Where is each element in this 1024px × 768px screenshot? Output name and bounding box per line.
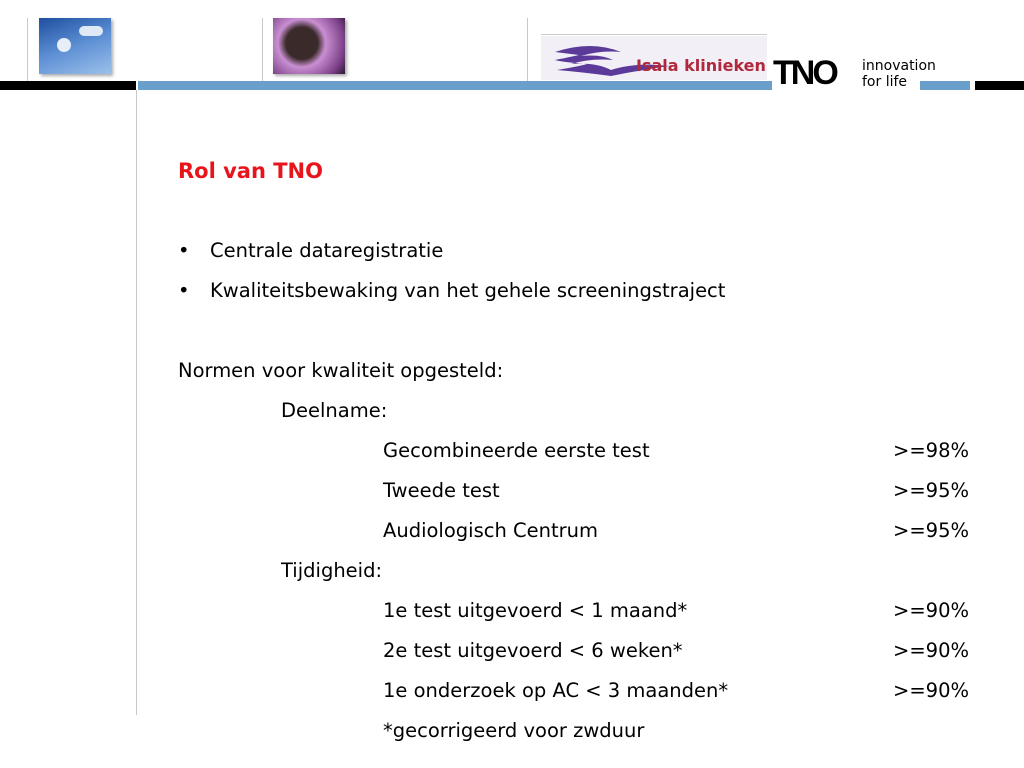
divider (541, 34, 767, 35)
footnote: *gecorrigeerd voor zwduur (383, 719, 645, 742)
bullet-icon: • (178, 239, 190, 262)
norm-value: >=90% (893, 599, 970, 622)
divider (527, 18, 528, 82)
tno-tagline: for life (862, 74, 908, 90)
norms-heading: Normen voor kwaliteit opgesteld: (178, 359, 504, 382)
divider (262, 18, 263, 82)
norm-item: Tweede test (383, 479, 500, 502)
isala-logo-text: Isala klinieken (636, 56, 766, 75)
norm-value: >=90% (893, 639, 970, 662)
baby-photo (273, 18, 345, 74)
norm-value: >=90% (893, 679, 970, 702)
divider (27, 18, 28, 82)
sky-dandelion-photo (39, 18, 111, 74)
header-bar-black (975, 81, 1024, 90)
tno-logo-text: TNO (773, 54, 836, 92)
header-bar-black (0, 81, 136, 90)
group-label: Tijdigheid: (281, 559, 383, 582)
slide-title: Rol van TNO (178, 159, 323, 183)
divider (136, 90, 137, 715)
group-label: Deelname: (281, 399, 388, 422)
norm-item: Gecombineerde eerste test (383, 439, 650, 462)
norm-value: >=95% (893, 479, 970, 502)
bullet-item: Centrale dataregistratie (210, 239, 444, 262)
tno-logo (773, 54, 936, 94)
norm-item: 1e test uitgevoerd < 1 maand* (383, 599, 688, 622)
tno-tagline: innovation (862, 58, 936, 74)
norm-item: Audiologisch Centrum (383, 519, 598, 542)
bullet-item: Kwaliteitsbewaking van het gehele screeningstraject (210, 279, 726, 302)
isala-logo (541, 36, 767, 80)
norm-item: 2e test uitgevoerd < 6 weken* (383, 639, 683, 662)
norm-item: 1e onderzoek op AC < 3 maanden* (383, 679, 729, 702)
norm-value: >=98% (893, 439, 970, 462)
bullet-icon: • (178, 279, 190, 302)
header-bar-blue (920, 81, 970, 90)
header-bar-blue (138, 81, 772, 90)
norm-value: >=95% (893, 519, 970, 542)
